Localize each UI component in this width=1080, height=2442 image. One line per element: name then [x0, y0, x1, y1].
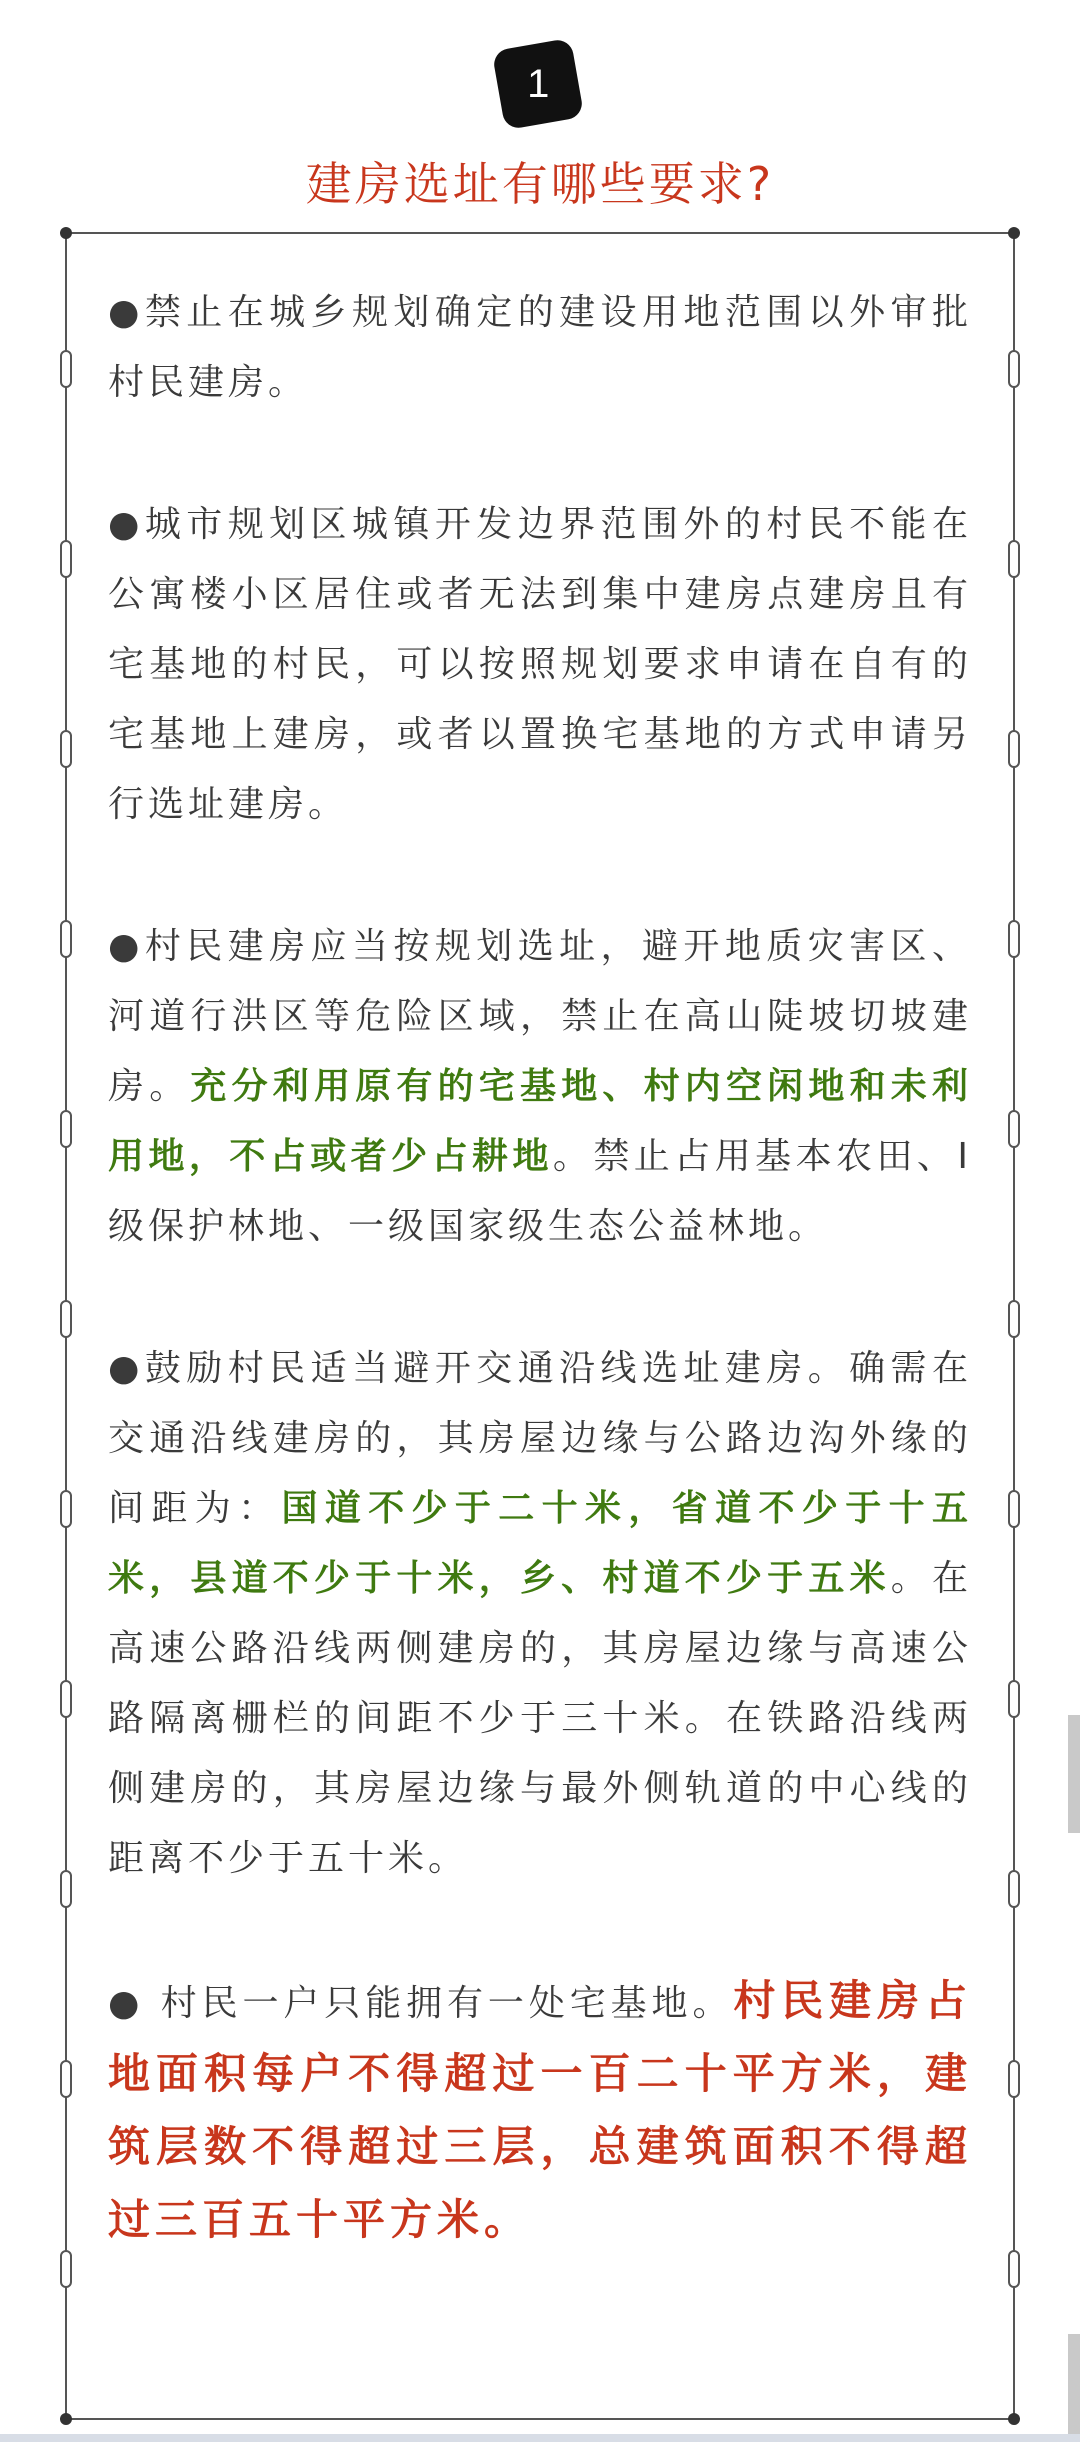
binding-ring [60, 1870, 72, 1908]
binding-ring [1008, 1300, 1020, 1338]
paragraph-text: 。在高速公路沿线两侧建房的，其房屋边缘与高速公路隔离栅栏的间距不少于三十米。在铁路沿线两侧建房的，其房屋边缘与最外侧轨道的中心线的距离不少于五十米。 [108, 1558, 972, 1879]
paragraph-text: ● 村民一户只能拥有一处宅基地。 [108, 1983, 734, 2024]
binding-ring [1008, 730, 1020, 768]
section-title: 建房选址有哪些要求? [305, 157, 775, 211]
frame-corner-dot [60, 227, 72, 239]
binding-ring [1008, 540, 1020, 578]
binding-ring [60, 1680, 72, 1718]
binding-ring [60, 350, 72, 388]
binding-ring [60, 1490, 72, 1528]
frame-bottom-border [66, 2418, 1014, 2420]
scrollbar-thumb[interactable] [1068, 2334, 1080, 2442]
binding-ring [1008, 920, 1020, 958]
binding-ring [1008, 1490, 1020, 1528]
section-number: 1 [526, 61, 550, 106]
binding-ring [1008, 2060, 1020, 2098]
binding-ring [1008, 1110, 1020, 1148]
section-number-badge [492, 38, 585, 131]
red-emphasis-text: 村民建房占地面积每户不得超过一百二十平方米，建筑层数不得超过三层，总建筑面积不得超过三百五十平方米。 [108, 1976, 972, 2244]
paragraph-text: 。禁止占用基本农田、Ⅰ级保护林地、一级国家级生态公益林地。 [108, 1136, 972, 1247]
article-content [108, 278, 972, 2258]
binding-ring [60, 2250, 72, 2288]
frame-corner-dot [60, 2413, 72, 2425]
bullet-paragraph [108, 912, 972, 1262]
paragraph-text: ●村民建房应当按规划选址，避开地质灾害区、河道行洪区等危险区域，禁止在高山陡坡切坡建房。 [108, 926, 972, 1107]
binding-ring [60, 730, 72, 768]
binding-ring [60, 2060, 72, 2098]
bullet-paragraph [108, 278, 972, 418]
green-emphasis-text: 国道不少于二十米，省道不少于十五米，县道不少于十米，乡、村道不少于五米 [108, 1488, 972, 1599]
binding-ring [60, 920, 72, 958]
paragraph-text: ●鼓励村民适当避开交通沿线选址建房。确需在交通沿线建房的，其房屋边缘与公路边沟外缘的间距为： [108, 1348, 972, 1529]
bullet-paragraph [108, 490, 972, 840]
binding-ring [1008, 350, 1020, 388]
paragraph-text: ●禁止在城乡规划确定的建设用地范围以外审批村民建房。 [108, 292, 972, 403]
binding-ring [60, 540, 72, 578]
bottom-edge-strip [0, 2434, 1080, 2442]
binding-ring [1008, 2250, 1020, 2288]
green-emphasis-text: 充分利用原有的宅基地、村内空闲地和未利用地，不占或者少占耕地 [108, 1066, 972, 1177]
paragraph-text: ●城市规划区城镇开发边界范围外的村民不能在公寓楼小区居住或者无法到集中建房点建房且有宅基地的村民，可以按照规划要求申请在自有的宅基地上建房，或者以置换宅基地的方式申请另行选址建房。 [108, 504, 972, 825]
frame-corner-dot [1008, 227, 1020, 239]
binding-ring [1008, 1680, 1020, 1718]
binding-ring [60, 1300, 72, 1338]
frame-corner-dot [1008, 2413, 1020, 2425]
bullet-paragraph [108, 1966, 972, 2258]
bullet-paragraph [108, 1334, 972, 1894]
binding-ring [60, 1110, 72, 1148]
scrollbar-thumb[interactable] [1068, 1715, 1080, 1833]
binding-ring [1008, 1870, 1020, 1908]
frame-top-border [66, 232, 1014, 234]
